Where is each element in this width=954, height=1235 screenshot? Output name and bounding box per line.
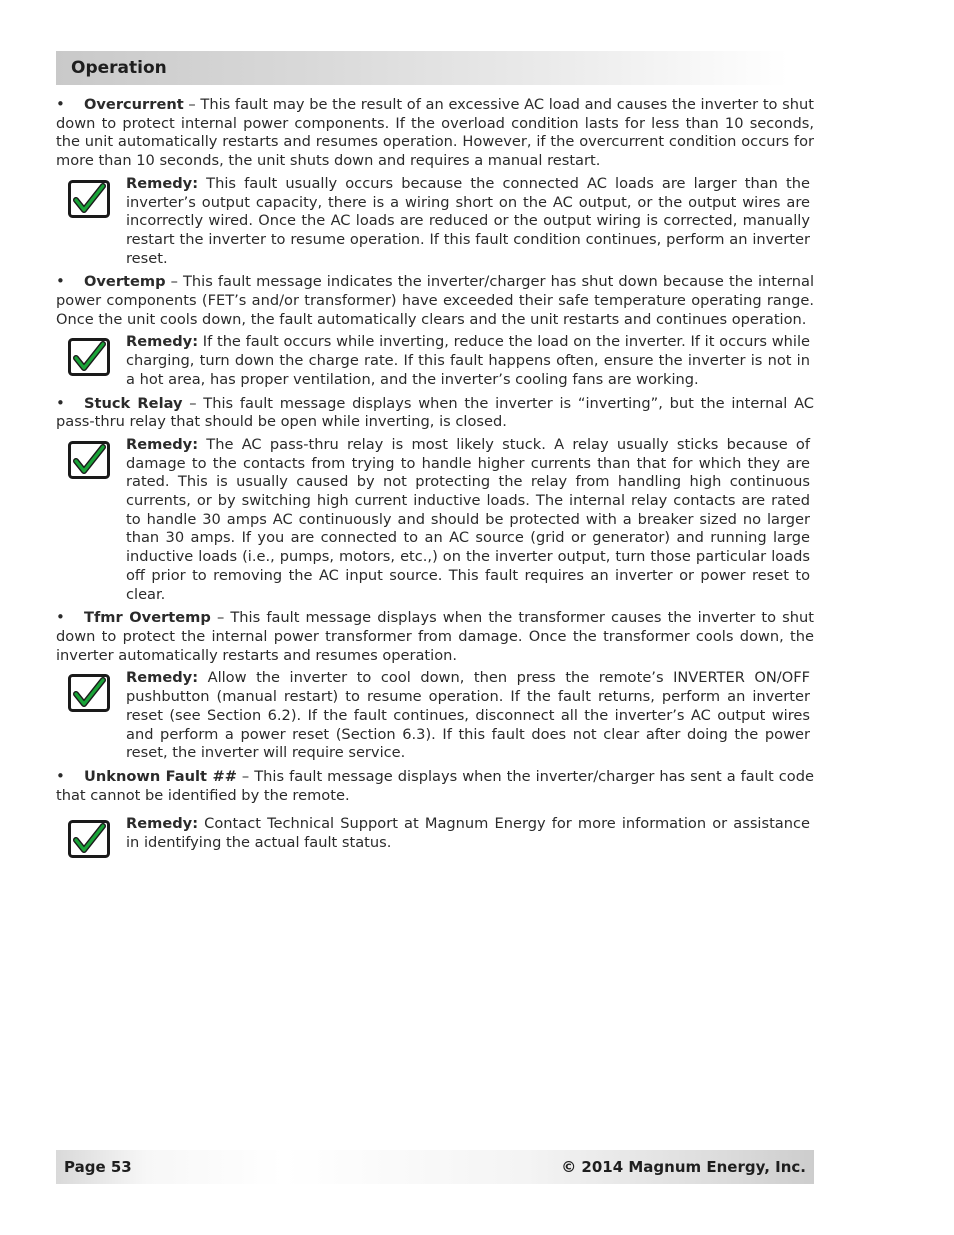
remedy-label: Remedy: (126, 333, 199, 351)
fault-text: – This fault message displays when the transformer causes the inverter to shut down to protect the internal power transformer from damage. Once the transformer cools down, the inverter automatically restarts and resumes operation. (56, 609, 814, 664)
remedy-text (126, 333, 814, 389)
remedy-body: The AC pass-thru relay is most likely stuck. A relay usually sticks because of damage to the contacts from trying to handle higher currents than that for which they are rated. This is usually caused by not protecting the relay from handling high continuous currents, or by switching high current inductive loads. The internal relay contacts are rated to handle 30 amps AC continuously and should be protected with a breaker sized no larger than 30 amps. If you are connected to an AC source (grid or generator) and running large inductive loads (i.e., pumps, motors, etc.,) on the inverter output, turn those particular loads off prior to removing the AC input source. This fault requires an inverter or power reset to clear. (126, 435, 810, 603)
remedy-label: Remedy: (126, 669, 199, 687)
remedy-block (56, 175, 814, 269)
remedy-text (126, 669, 814, 763)
remedy-label: Remedy: (126, 174, 199, 192)
bullet: • (56, 272, 65, 291)
checkmark-icon (56, 815, 126, 862)
fault-description (56, 608, 814, 665)
fault-text: – This fault message indicates the inverter/charger has shut down because the internal power components (FET’s and/or transformer) have exceeded their safe temperature operating range. Once the unit cools down, the fault automatically clears and the unit restarts and continues operation. (56, 273, 814, 328)
bullet: • (56, 766, 65, 785)
copyright: © 2014 Magnum Energy, Inc. (561, 1158, 806, 1176)
fault-item-stuck-relay (56, 394, 814, 605)
remedy-text (126, 815, 814, 862)
page-number: Page 53 (64, 1158, 132, 1176)
remedy-body: If the fault occurs while inverting, reduce the load on the inverter. If it occurs while charging, turn down the charge rate. If this fault happens often, ensure the inverter is not in a hot area, has proper ventilation, and the inverter’s cooling fans are working. (126, 333, 810, 388)
remedy-text (126, 175, 814, 269)
page-footer (56, 1150, 814, 1184)
bullet: • (56, 95, 65, 113)
section-header (56, 51, 788, 85)
fault-list (56, 95, 814, 866)
fault-item-tfmr-overtemp (56, 608, 814, 763)
checkmark-icon (56, 669, 126, 763)
fault-description (56, 95, 814, 171)
remedy-block (56, 815, 814, 862)
checkmark-icon (56, 436, 126, 604)
fault-text: – This fault message displays when the inverter is “inverting”, but the internal AC pass-thru relay that should be open while inverting, is closed. (56, 394, 814, 431)
fault-description (56, 272, 814, 329)
fault-text: – This fault may be the result of an excessive AC load and causes the inverter to shut down to protect internal power components. If the overload condition lasts for less than 10 seconds, the unit automatically restarts and resumes operation. However, if the overcurrent condition occurs for more than 10 seconds, the unit shuts down and requires a manual restart. (56, 96, 814, 170)
checkmark-icon (56, 175, 126, 269)
bullet: • (56, 608, 65, 627)
fault-term: Overtemp (84, 273, 166, 291)
remedy-body: Contact Technical Support at Magnum Energy for more information or assistance in identifying the actual fault status. (126, 815, 810, 852)
remedy-body: Allow the inverter to cool down, then press the remote’s INVERTER ON/OFF pushbutton (manual restart) to resume operation. If the fault returns, perform an inverter reset (see Section 6.2). If the fault continues, disconnect all the inverter’s AC output wires and perform a power reset (Section 6.3). If this fault does not clear after doing the power reset, the inverter will require service. (126, 669, 810, 762)
fault-item-overcurrent (56, 95, 814, 268)
remedy-block (56, 669, 814, 763)
remedy-label: Remedy: (126, 435, 199, 453)
remedy-label: Remedy: (126, 815, 199, 833)
fault-term: Overcurrent (84, 96, 184, 113)
fault-term: Unknown Fault ## (84, 767, 237, 785)
checkmark-icon (56, 333, 126, 389)
fault-term: Tfmr Overtemp (84, 609, 211, 627)
fault-item-unknown-fault (56, 767, 814, 862)
section-title: Operation (71, 58, 167, 78)
bullet: • (56, 393, 65, 412)
fault-item-overtemp (56, 272, 814, 389)
remedy-block (56, 436, 814, 604)
remedy-text (126, 436, 814, 604)
fault-description (56, 767, 814, 805)
remedy-block (56, 333, 814, 389)
fault-term: Stuck Relay (84, 394, 183, 412)
remedy-body: This fault usually occurs because the connected AC loads are larger than the inverter’s output capacity, there is a wiring short on the AC output, or the output wires are incorrectly wired. Once the AC loads are reduced or the output wiring is corrected, manually restart the inverter to resume operation. If this fault condition continues, perform an inverter reset. (126, 174, 810, 267)
fault-text: – This fault message displays when the inverter/charger has sent a fault code that cannot be identified by the remote. (56, 767, 814, 804)
fault-description (56, 394, 814, 432)
